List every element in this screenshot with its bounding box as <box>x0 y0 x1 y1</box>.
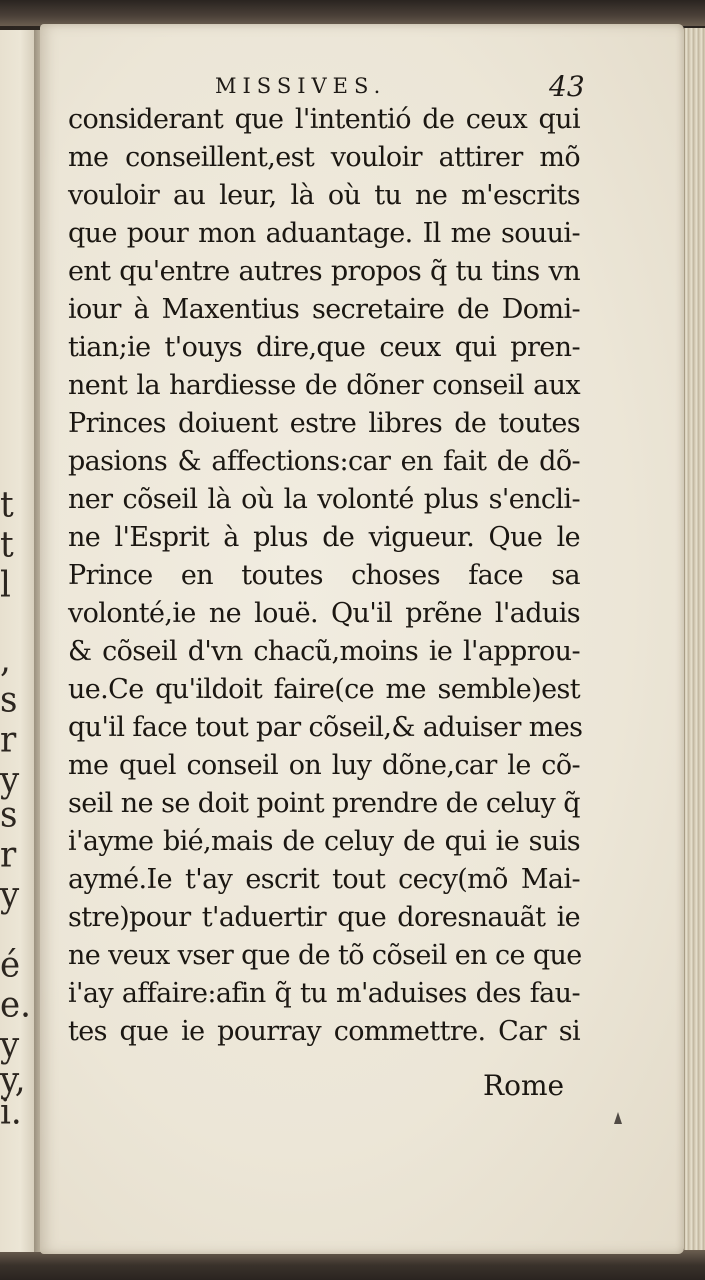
text-line: ent qu'entre autres propos q̃ tu tins vn <box>68 256 580 287</box>
text-line: ue.Ce qu'ildoit faire(ce me semble)est <box>68 674 580 705</box>
book-cover-bottom <box>0 1250 705 1280</box>
text-line: vouloir au leur, là où tu ne m'escrits <box>68 180 580 211</box>
text-line: Prince en toutes choses face sa <box>68 560 580 591</box>
text-line: volonté,ie ne louë. Qu'il prẽne l'aduis <box>68 598 580 629</box>
left-fragment: r <box>0 719 17 761</box>
text-line: iour à Maxentius secretaire de Domi- <box>68 294 580 325</box>
left-fragment: s <box>0 794 18 836</box>
text-line: considerant que l'intentió de ceux qui <box>68 104 580 135</box>
left-fragment: y <box>0 1024 20 1066</box>
book-cover-top <box>0 0 705 26</box>
text-line: tian;ie t'ouys dire,que ceux qui pren- <box>68 332 580 363</box>
page-edges <box>684 28 705 1250</box>
text-line: aymé.Ie t'ay escrit tout cecy(mõ Mai- <box>68 864 580 895</box>
text-line: ner cõseil là où la volonté plus s'encli- <box>68 484 580 515</box>
text-line: & cõseil d'vn chacũ,moins ie l'approu- <box>68 636 580 667</box>
left-page-edge <box>0 30 36 1252</box>
running-head: MISSIVES. <box>215 74 387 98</box>
left-fragment: y, <box>0 1059 26 1101</box>
left-fragment: t <box>0 484 14 526</box>
text-line: Princes doiuent estre libres de toutes <box>68 408 580 439</box>
left-fragment: é <box>0 944 21 986</box>
text-line: ne veux vser que de tõ cõseil en ce que <box>68 940 582 971</box>
text-line: stre)pour t'aduertir que doresnauãt ie <box>68 902 580 933</box>
left-fragment: y <box>0 874 20 916</box>
text-line: i'ay affaire:afin q̃ tu m'aduises des fau- <box>68 978 580 1009</box>
text-line: qu'il face tout par cõseil,& aduiser mes <box>68 712 583 743</box>
left-fragment: l <box>0 564 11 606</box>
text-line: pasions & affections:car en fait de dõ- <box>68 446 580 477</box>
text-line: me conseillent,est vouloir attirer mõ <box>68 142 580 173</box>
left-fragment: t <box>0 524 14 566</box>
left-fragment: s <box>0 679 18 721</box>
page-number: 43 <box>549 70 585 103</box>
text-line: seil ne se doit point prendre de celuy q̃ <box>68 788 580 819</box>
left-fragment: i. <box>0 1091 22 1133</box>
text-line: tes que ie pourray commettre. Car si <box>68 1016 580 1047</box>
left-fragment: y <box>0 759 20 801</box>
catchword: Rome <box>483 1069 565 1102</box>
text-line: i'ayme bié,mais de celuy de qui ie suis <box>68 826 580 857</box>
text-line: ne l'Esprit à plus de vigueur. Que le <box>68 522 580 553</box>
left-fragment: e. <box>0 984 31 1026</box>
text-line: nent la hardiesse de dõner conseil aux <box>68 370 580 401</box>
text-line: me quel conseil on luy dõne,car le cõ- <box>68 750 580 781</box>
text-line: que pour mon aduantage. Il me souui- <box>68 218 580 249</box>
left-fragment: , <box>0 639 11 681</box>
left-fragment: r <box>0 834 17 876</box>
